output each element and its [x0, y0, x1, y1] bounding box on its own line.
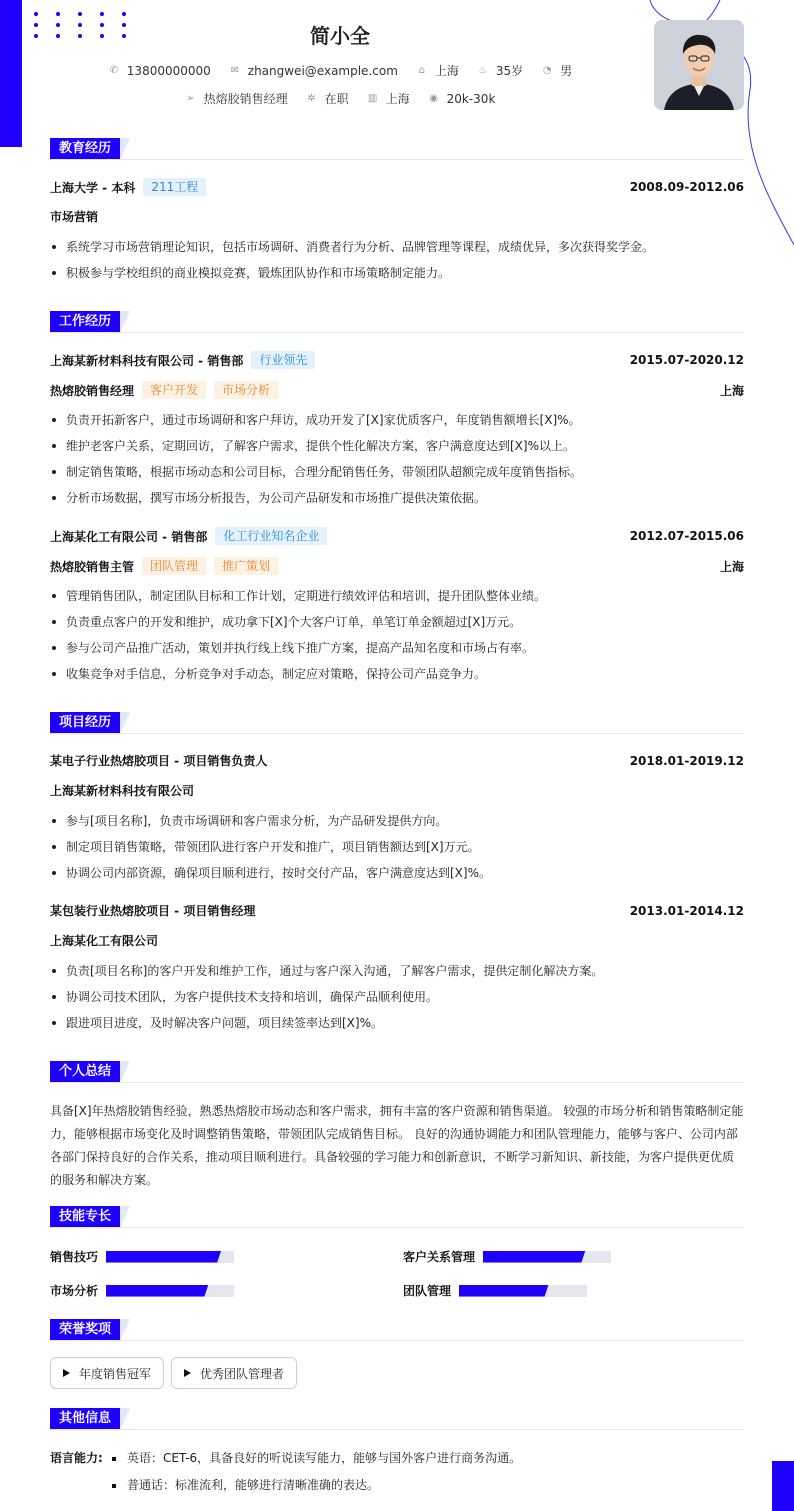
location-item [416, 62, 459, 79]
section-label: 个人总结 [50, 1061, 120, 1083]
list-item: 系统学习市场营销理论知识，包括市场调研、消费者行为分析、品牌管理等课程，成绩优异，多次获得奖学金。 [50, 234, 744, 260]
job-text: 热熔胶销售经理 [203, 92, 288, 106]
gear-icon: ✲ [307, 92, 316, 104]
work-1-bullets [50, 583, 744, 687]
award-text: 优秀团队管理者 [200, 1366, 285, 1381]
section-tail [120, 138, 130, 160]
skill-bar-fill [459, 1285, 549, 1297]
list-item: 普通话：标准流利，能够进行清晰准确的表达。 [110, 1472, 521, 1499]
accent-bar-right [772, 1461, 794, 1511]
city-text: 上海 [385, 92, 410, 106]
building-icon: ▥ [367, 92, 378, 104]
status-text: 在职 [324, 92, 349, 106]
work-1-header [50, 527, 744, 545]
education-bullets [50, 234, 744, 286]
language-label: 语言能力: [50, 1451, 103, 1465]
age-item [477, 62, 523, 79]
work-period: 2015.07-2020.12 [629, 353, 744, 367]
section-title-projects [50, 712, 130, 734]
section-label: 荣誉奖项 [50, 1319, 120, 1341]
divider [50, 1082, 744, 1083]
gender-item [541, 62, 572, 79]
project-0-header [50, 752, 744, 769]
section-tail [120, 1319, 130, 1341]
list-item: 分析市场数据，撰写市场分析报告，为公司产品研发和市场推广提供决策依据。 [50, 485, 744, 511]
skill-crm [403, 1248, 611, 1265]
work-city: 上海 [719, 559, 744, 574]
accent-bar-left [0, 0, 22, 147]
company-name: 上海某化工有限公司 - 销售部 [50, 529, 208, 544]
city-item [367, 90, 410, 107]
skill-name: 客户关系管理 [403, 1250, 476, 1264]
list-item: 协调公司内部资源，确保项目顺利进行，按时交付产品，客户满意度达到[X]%。 [50, 860, 744, 886]
award-item [171, 1357, 297, 1389]
skill-sales [50, 1248, 234, 1265]
divider [50, 159, 744, 160]
section-tail [120, 1408, 130, 1430]
award-item [50, 1357, 164, 1389]
skill-name: 销售技巧 [50, 1250, 99, 1264]
resume-header [50, 0, 650, 120]
avatar [654, 20, 744, 110]
work-1-title-row [50, 557, 744, 575]
skill-tag: 推广策划 [214, 557, 278, 575]
section-tail [120, 712, 130, 734]
project-1-header [50, 902, 744, 919]
school-tag: 211工程 [143, 178, 206, 196]
education-major-row [50, 208, 744, 225]
list-item: 负责重点客户的开发和维护，成功拿下[X]个大客户订单，单笔订单金额超过[X]万元。 [50, 609, 744, 635]
company-tag: 行业领先 [251, 351, 315, 369]
work-0-title-row [50, 381, 744, 399]
project-company: 上海某新材料科技有限公司 [50, 784, 195, 798]
list-item: 负责开拓新客户，通过市场调研和客户拜访，成功开发了[X]家优质客户，年度销售额增长[X]%。 [50, 407, 744, 433]
section-label: 其他信息 [50, 1408, 120, 1430]
project-company: 上海某化工有限公司 [50, 934, 159, 948]
project-period: 2018.01-2019.12 [629, 753, 744, 768]
phone-text: 13800000000 [126, 63, 211, 78]
project-0-bullets [50, 808, 744, 886]
coin-icon: ◉ [429, 92, 438, 104]
work-0-header [50, 351, 744, 369]
project-name: 某电子行业热熔胶项目 - 项目销售负责人 [50, 754, 268, 768]
section-title-education [50, 138, 130, 160]
education-header [50, 178, 744, 196]
list-item: 协调公司技术团队，为客户提供技术支持和培训，确保产品顺利使用。 [50, 984, 744, 1010]
list-item: 制定项目销售策略，带领团队进行客户开发和推广，项目销售额达到[X]万元。 [50, 834, 744, 860]
divider [50, 332, 744, 333]
phone-icon: ✆ [109, 64, 118, 76]
section-title-skills [50, 1206, 130, 1228]
salary-item [428, 92, 496, 106]
language-list [110, 1445, 521, 1499]
project-name: 某包装行业热熔胶项目 - 项目销售经理 [50, 904, 256, 918]
job-title: 热熔胶销售主管 [50, 559, 135, 574]
gender-icon: ◔ [542, 64, 552, 76]
skill-name: 市场分析 [50, 1284, 99, 1298]
skill-bar [106, 1285, 234, 1297]
intent-row [50, 90, 630, 107]
section-title-other [50, 1408, 130, 1430]
skill-tag: 市场分析 [214, 381, 278, 399]
work-city: 上海 [719, 383, 744, 398]
work-period: 2012.07-2015.06 [629, 529, 744, 543]
skill-name: 团队管理 [403, 1284, 452, 1298]
email-item [229, 64, 398, 78]
list-item: 参与[项目名称]，负责市场调研和客户需求分析，为产品研发提供方向。 [50, 808, 744, 834]
project-period: 2013.01-2014.12 [629, 903, 744, 918]
section-label: 教育经历 [50, 138, 120, 160]
project-0-company-row [50, 782, 744, 799]
divider [50, 1429, 744, 1430]
major-name: 市场营销 [50, 210, 99, 224]
education-period: 2008.09-2012.06 [629, 180, 744, 194]
list-item: 跟进项目进度，及时解决客户问题，项目续签率达到[X]%。 [50, 1010, 744, 1036]
salary-text: 20k-30k [446, 91, 496, 106]
summary-text: 具备[X]年热熔胶销售经验，熟悉热熔胶市场动态和客户需求，拥有丰富的客户资源和销售渠道。 较强的市场分析和销售策略制定能力，能够根据市场变化及时调整销售策略，带领团队完成销售目标。 良好的沟通协调能力和团队管理能力，能够与客户、公司内部各部门保持良好的合作关系，推动项目顺利进行。具备较强的学习能力和创新意识，不断学习新知识、新技能，为客户提供更优质的服务和解决方案。 [50, 1104, 744, 1187]
list-item: 管理销售团队，制定团队目标和工作计划，定期进行绩效评估和培训，提升团队整体业绩。 [50, 583, 744, 609]
skill-team-management [403, 1282, 587, 1299]
list-item: 收集竞争对手信息，分析竞争对手动态，制定应对策略，保持公司产品竞争力。 [50, 661, 744, 687]
section-label: 项目经历 [50, 712, 120, 734]
skill-bar [459, 1285, 587, 1297]
phone-item [108, 64, 211, 78]
mail-icon: ✉ [230, 64, 239, 76]
project-1-bullets [50, 958, 744, 1036]
play-icon [184, 1369, 191, 1377]
company-tag: 化工行业知名企业 [215, 527, 327, 545]
section-title-summary [50, 1061, 130, 1083]
skill-bar-fill [483, 1251, 585, 1263]
list-item: 参与公司产品推广活动，策划并执行线上线下推广方案，提高产品知名度和市场占有率。 [50, 635, 744, 661]
divider [50, 1227, 744, 1228]
contact-row [50, 62, 630, 79]
cake-icon: ♨ [478, 64, 488, 76]
section-tail [120, 1061, 130, 1083]
list-item: 制定销售策略，根据市场动态和公司目标，合理分配销售任务，带领团队超额完成年度销售指标。 [50, 459, 744, 485]
home-icon: ⌂ [418, 64, 426, 76]
avatar-portrait-icon [654, 20, 744, 110]
location-text: 上海 [434, 64, 459, 78]
job-item [185, 90, 288, 107]
list-item: 维护老客户关系，定期回访，了解客户需求，提供个性化解决方案，客户满意度达到[X]%以上。 [50, 433, 744, 459]
work-0-bullets [50, 407, 744, 511]
skill-tag: 客户开发 [142, 381, 206, 399]
section-title-awards [50, 1319, 130, 1341]
send-icon: ➢ [186, 92, 195, 104]
divider [50, 1340, 744, 1341]
age-text: 35岁 [495, 64, 524, 78]
list-item: 负责[项目名称]的客户开发和维护工作，通过与客户深入沟通，了解客户需求，提供定制化解决方案。 [50, 958, 744, 984]
list-item: 英语：CET-6，具备良好的听说读写能力，能够与国外客户进行商务沟通。 [110, 1445, 521, 1472]
email-text: zhangwei@example.com [247, 63, 398, 78]
skill-tag: 团队管理 [142, 557, 206, 575]
gender-text: 男 [560, 64, 573, 78]
company-name: 上海某新材料科技有限公司 - 销售部 [50, 353, 244, 368]
skill-market-analysis [50, 1282, 234, 1299]
play-icon [63, 1369, 70, 1377]
skill-bar-fill [106, 1285, 208, 1297]
section-label: 工作经历 [50, 311, 120, 333]
section-tail [120, 311, 130, 333]
section-title-work [50, 311, 130, 333]
job-title: 热熔胶销售经理 [50, 383, 135, 398]
skill-bar [106, 1251, 234, 1263]
section-tail [120, 1206, 130, 1228]
school-name: 上海大学 - 本科 [50, 180, 136, 195]
status-item [306, 90, 349, 107]
section-label: 技能专长 [50, 1206, 120, 1228]
skill-bar [483, 1251, 611, 1263]
divider [50, 733, 744, 734]
award-text: 年度销售冠军 [79, 1366, 152, 1381]
list-item: 积极参与学校组织的商业模拟竞赛，锻炼团队协作和市场策略制定能力。 [50, 260, 744, 286]
project-1-company-row [50, 932, 744, 949]
skill-bar-fill [106, 1251, 221, 1263]
candidate-name: 简小全 [310, 24, 370, 48]
